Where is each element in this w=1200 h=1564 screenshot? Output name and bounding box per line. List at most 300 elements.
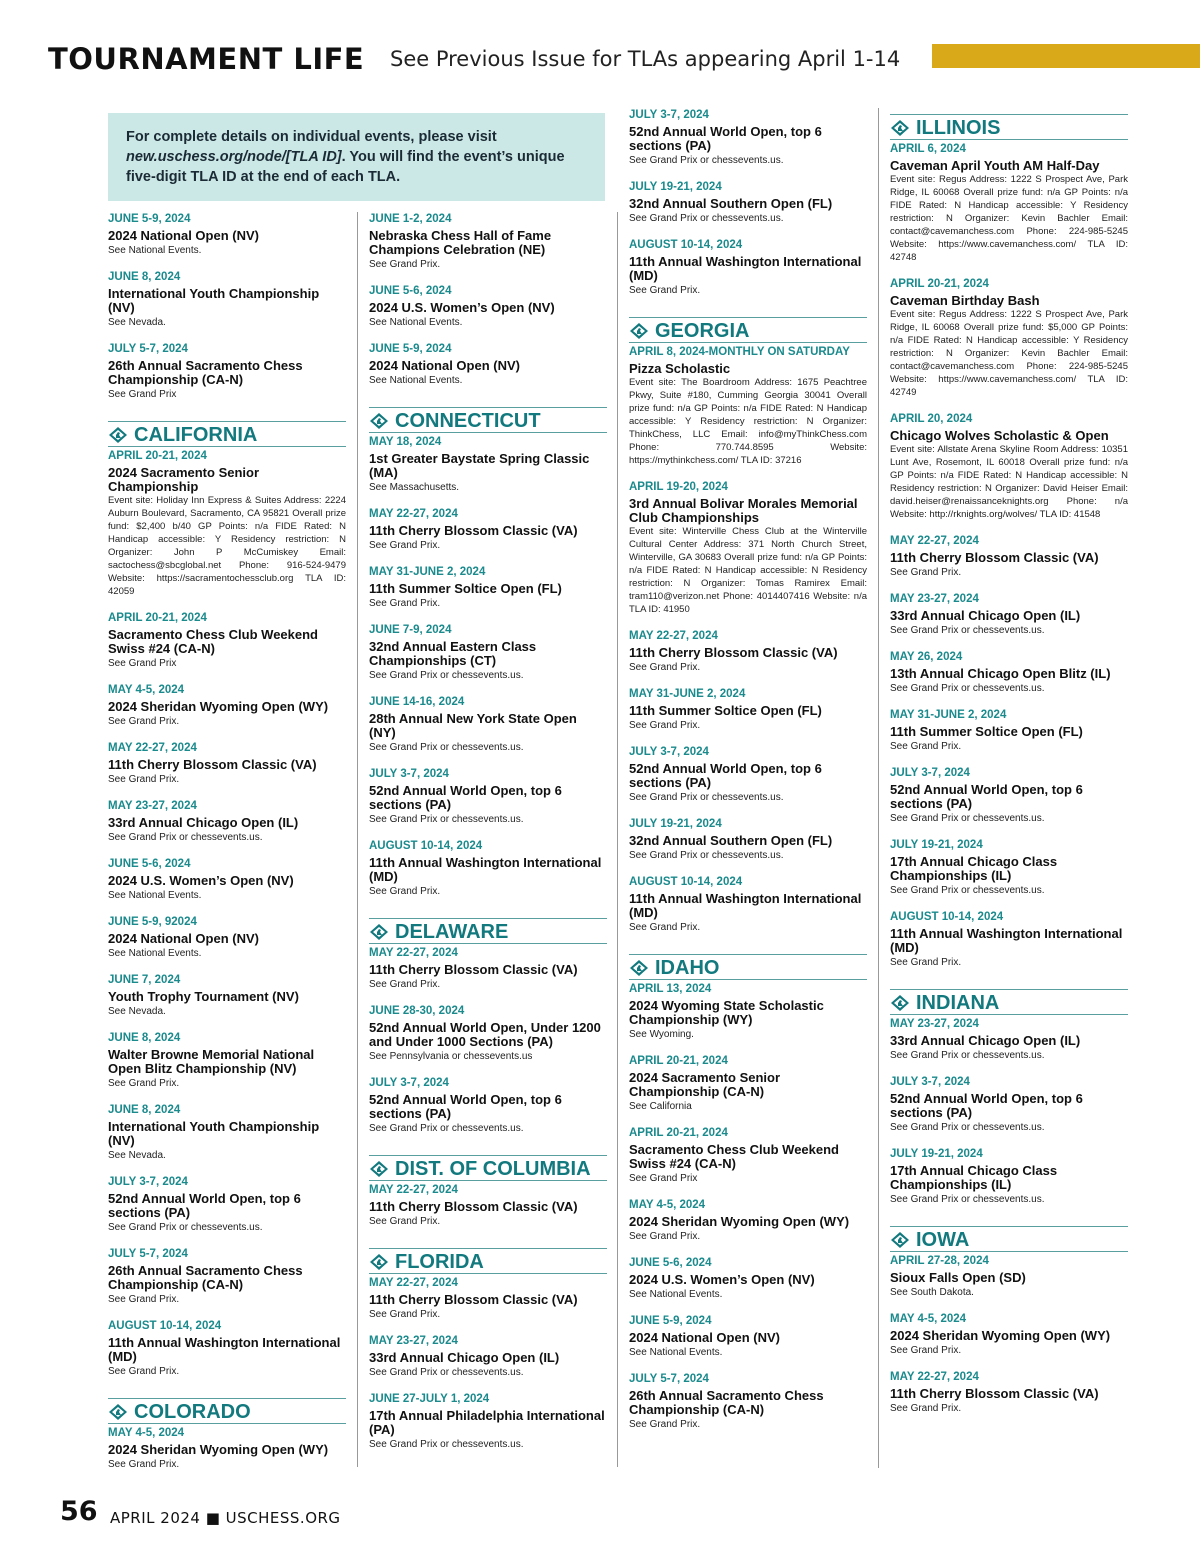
- event-date: AUGUST 10-14, 2024: [369, 840, 483, 852]
- event-title: 2024 U.S. Women’s Open (NV): [369, 300, 555, 315]
- event-listing: [629, 108, 867, 167]
- event-listing: [369, 839, 607, 898]
- event-date: MAY 23-27, 2024: [890, 1018, 979, 1030]
- event-title: 52nd Annual World Open, top 6 sections (PA): [108, 1191, 301, 1220]
- event-listing: [890, 1075, 1128, 1134]
- event-title: 11th Annual Washington International (MD): [108, 1335, 341, 1364]
- state-heading: [108, 1398, 346, 1424]
- event-note: See Grand Prix: [108, 389, 177, 400]
- event-date: APRIL 20, 2024: [890, 413, 973, 425]
- event-date: JULY 5-7, 2024: [108, 343, 188, 355]
- event-listing: [369, 623, 607, 682]
- event-date: JUNE 5-9, 2024: [369, 343, 452, 355]
- event-date: JUNE 1-2, 2024: [369, 213, 452, 225]
- event-title: 2024 Wyoming State Scholastic Championship (WY): [629, 998, 824, 1027]
- event-title: 11th Summer Soltice Open (FL): [890, 724, 1083, 739]
- event-listing: [108, 342, 346, 401]
- event-date: MAY 23-27, 2024: [369, 1335, 458, 1347]
- event-listing: [629, 982, 867, 1041]
- event-date: APRIL 6, 2024: [890, 143, 966, 155]
- event-title: Sacramento Chess Club Weekend Swiss #24 (CA-N): [108, 627, 318, 656]
- event-note: See National Events.: [629, 1289, 723, 1300]
- event-date: MAY 4-5, 2024: [108, 1427, 185, 1439]
- event-listing: [890, 1017, 1128, 1062]
- event-note: See Grand Prix.: [629, 662, 701, 673]
- state-name: DELAWARE: [395, 920, 509, 943]
- event-note: See Grand Prix or chessevents.us.: [890, 1194, 1045, 1205]
- event-title: 26th Annual Sacramento Chess Championship (CA-N): [108, 358, 303, 387]
- event-listing: [890, 592, 1128, 637]
- event-date: JUNE 8, 2024: [108, 1032, 181, 1044]
- event-title: 2024 Sheridan Wyoming Open (WY): [629, 1214, 850, 1229]
- event-listing: [369, 767, 607, 826]
- event-details: Event site: Holiday Inn Express & Suites Address: 2224 Auburn Boulevard, Sacramento, CA 95821 Overall prize fund: $2,400 b/40 GP Points: n/a FIDE Rated: N Handicap accessible: Y Residency restriction: N Organizer: John P McCumiskey Email: sactochess@sbcglobal.net Phone: 916-524-9479 Website: https://sacramentochessclub.org TLA ID: 42059: [108, 495, 346, 597]
- event-date: APRIL 27-28, 2024: [890, 1255, 989, 1267]
- event-listing: [108, 799, 346, 844]
- event-title: 52nd Annual World Open, top 6 sections (PA): [890, 782, 1083, 811]
- event-date: MAY 23-27, 2024: [890, 593, 979, 605]
- event-date: MAY 26, 2024: [890, 651, 963, 663]
- notice-line1: For complete details on individual events, please visit: [126, 129, 497, 145]
- event-title: 11th Cherry Blossom Classic (VA): [629, 645, 838, 660]
- event-note: See Grand Prix.: [369, 886, 441, 897]
- event-details: Event site: Regus Address: 1222 S Prospect Ave, Park Ridge, IL 60068 Overall prize fund: $5,000 GP Points: n/a FIDE Rated: N Handicap accessible: Y Residency restriction: N Organizer: Kevin Bachler Email: contact@cavemanchess.com Phone: 224-985-5245 Website: https://www.cavemanchess.com/ TLA ID: 42749: [890, 309, 1128, 398]
- footer-issue: APRIL 2024 ■ USCHESS.ORG: [110, 1509, 341, 1527]
- event-date: JULY 5-7, 2024: [108, 1248, 188, 1260]
- event-title: 11th Annual Washington International (MD): [369, 855, 602, 884]
- chess-knight-icon: [369, 412, 389, 430]
- event-date: APRIL 19-20, 2024: [629, 481, 728, 493]
- event-note: See California: [629, 1101, 692, 1112]
- event-title: 11th Annual Washington International (MD): [629, 891, 862, 920]
- event-date: APRIL 20-21, 2024: [629, 1127, 728, 1139]
- state-name: DIST. OF COLUMBIA: [395, 1157, 591, 1180]
- state-heading: [629, 317, 867, 343]
- event-title: 17th Annual Philadelphia International (PA): [369, 1408, 605, 1437]
- event-date: JUNE 8, 2024: [108, 271, 181, 283]
- column-1: [108, 212, 346, 1484]
- event-listing: [108, 1319, 346, 1378]
- event-title: 26th Annual Sacramento Chess Championship (CA-N): [108, 1263, 303, 1292]
- event-note: See Grand Prix or chessevents.us.: [369, 742, 524, 753]
- event-note: See National Events.: [108, 948, 202, 959]
- event-details: Event site: Allstate Arena Skyline Room Address: 10351 Lunt Ave, Rosemont, IL 60018 Overall prize fund: n/a GP Points: n/a FIDE Rated: N Handicap accessible: N Residency restriction: N Organizer: David Heiser Email: david.heiser@renaissanceknights.org Phone: n/a Website: http://rknights.org/wolves/ TLA ID: 41548: [890, 444, 1128, 520]
- event-title: 17th Annual Chicago Class Championships (IL): [890, 854, 1058, 883]
- notice-url[interactable]: new.uschess.org/node/[TLA ID]: [126, 149, 342, 165]
- state-name: ILLINOIS: [916, 116, 1001, 139]
- event-date: JULY 3-7, 2024: [369, 1077, 449, 1089]
- event-title: 52nd Annual World Open, top 6 sections (PA): [629, 761, 822, 790]
- event-listing: [369, 1276, 607, 1321]
- event-note: See Grand Prix.: [108, 1366, 180, 1377]
- state-name: CALIFORNIA: [134, 423, 258, 446]
- event-title: 11th Cherry Blossom Classic (VA): [108, 757, 317, 772]
- chess-knight-icon: [108, 426, 128, 444]
- event-title: 11th Annual Washington International (MD): [890, 926, 1123, 955]
- state-name: GEORGIA: [655, 319, 750, 342]
- event-date: MAY 22-27, 2024: [369, 508, 458, 520]
- state-heading: [108, 421, 346, 447]
- state-heading: [369, 918, 607, 944]
- event-note: See Nevada.: [108, 1150, 166, 1161]
- event-date: JUNE 7, 2024: [108, 974, 181, 986]
- event-title: 33rd Annual Chicago Open (IL): [108, 815, 299, 830]
- event-date: JUNE 7-9, 2024: [369, 624, 452, 636]
- event-date: APRIL 20-21, 2024: [629, 1055, 728, 1067]
- event-listing: [890, 650, 1128, 695]
- event-title: Pizza Scholastic: [629, 361, 731, 376]
- event-listing: [629, 1054, 867, 1113]
- event-title: 28th Annual New York State Open (NY): [369, 711, 577, 740]
- event-title: 2024 National Open (NV): [629, 1330, 780, 1345]
- event-listing: [890, 910, 1128, 969]
- event-listing: [369, 212, 607, 271]
- event-listing: [890, 838, 1128, 897]
- event-date: JULY 3-7, 2024: [629, 109, 709, 121]
- event-note: See Grand Prix.: [369, 540, 441, 551]
- event-listing: [108, 1175, 346, 1234]
- column-3: [629, 108, 867, 1444]
- event-date: JUNE 5-9, 2024: [629, 1315, 712, 1327]
- event-note: See Grand Prix or chessevents.us.: [629, 155, 784, 166]
- event-note: See Grand Prix or chessevents.us.: [629, 850, 784, 861]
- event-title: 13th Annual Chicago Open Blitz (IL): [890, 666, 1111, 681]
- event-date: APRIL 8, 2024-MONTHLY ON SATURDAY: [629, 346, 850, 358]
- event-date: MAY 31-JUNE 2, 2024: [890, 709, 1007, 721]
- event-note: See Grand Prix or chessevents.us.: [890, 1122, 1045, 1133]
- event-date: MAY 18, 2024: [369, 436, 442, 448]
- event-listing: [108, 857, 346, 902]
- event-note: See Grand Prix: [108, 658, 177, 669]
- event-listing: [629, 875, 867, 934]
- event-note: See Grand Prix.: [108, 774, 180, 785]
- state-name: INDIANA: [916, 991, 1000, 1014]
- event-title: 2024 National Open (NV): [369, 358, 520, 373]
- column-divider: [357, 212, 358, 1467]
- event-title: 11th Summer Soltice Open (FL): [369, 581, 562, 596]
- event-listing: [629, 629, 867, 674]
- event-note: See Grand Prix.: [629, 285, 701, 296]
- state-name: COLORADO: [134, 1400, 251, 1423]
- notice-line2: . You will find the event’s unique five-digit TLA ID at the end of each TLA.: [126, 149, 565, 185]
- section-title: TOURNAMENT LIFE: [48, 42, 365, 76]
- event-title: 52nd Annual World Open, top 6 sections (PA): [629, 124, 822, 153]
- state-name: FLORIDA: [395, 1250, 484, 1273]
- event-title: 33rd Annual Chicago Open (IL): [890, 608, 1081, 623]
- event-date: AUGUST 10-14, 2024: [629, 239, 743, 251]
- event-title: Walter Browne Memorial National Open Blitz Championship (NV): [108, 1047, 315, 1076]
- event-date: AUGUST 10-14, 2024: [108, 1320, 222, 1332]
- event-title: Caveman Birthday Bash: [890, 293, 1040, 308]
- event-title: 2024 U.S. Women’s Open (NV): [108, 873, 294, 888]
- event-title: 11th Cherry Blossom Classic (VA): [890, 1386, 1099, 1401]
- event-note: See Grand Prix or chessevents.us.: [369, 1439, 524, 1450]
- event-title: 11th Cherry Blossom Classic (VA): [369, 1292, 578, 1307]
- event-details: Event site: Regus Address: 1222 S Prospect Ave, Park Ridge, IL 60068 Overall prize fund: n/a GP Points: n/a FIDE Rated: N Handicap accessible: Y Residency restriction: N Organizer: Kevin Bachler Email: contact@cavemanchess.com Phone: 224-985-5245 Website: https://www.cavemanchess.com/ TLA ID: 42748: [890, 174, 1128, 263]
- state-heading: [369, 1155, 607, 1181]
- event-listing: [890, 1312, 1128, 1357]
- event-title: 2024 U.S. Women’s Open (NV): [629, 1272, 815, 1287]
- event-date: MAY 31-JUNE 2, 2024: [629, 688, 746, 700]
- state-heading: [369, 407, 607, 433]
- event-listing: [108, 973, 346, 1018]
- event-note: See Grand Prix.: [369, 1216, 441, 1227]
- event-listing: [890, 277, 1128, 399]
- event-title: Sacramento Chess Club Weekend Swiss #24 (CA-N): [629, 1142, 839, 1171]
- event-title: 3rd Annual Bolivar Morales Memorial Club Championships: [629, 496, 858, 525]
- event-note: See Grand Prix or chessevents.us.: [890, 813, 1045, 824]
- event-date: MAY 22-27, 2024: [108, 742, 197, 754]
- event-note: See Grand Prix.: [629, 1231, 701, 1242]
- chess-knight-icon: [108, 1403, 128, 1421]
- event-title: 33rd Annual Chicago Open (IL): [369, 1350, 560, 1365]
- event-date: MAY 4-5, 2024: [108, 684, 185, 696]
- state-name: IDAHO: [655, 956, 720, 979]
- event-date: MAY 22-27, 2024: [629, 630, 718, 642]
- event-note: See Massachusetts.: [369, 482, 460, 493]
- state-name: CONNECTICUT: [395, 409, 541, 432]
- event-date: JUNE 8, 2024: [108, 1104, 181, 1116]
- event-details: Event site: Winterville Chess Club at the Winterville Cultural Center Address: 371 North Church Street, Winterville, GA 30683 Overall prize fund: n/a GP Points: n/a FIDE Rated: N Handicap accessible: N Residency restriction: N Organizer: Tomas Ramirex Email: tram110@verizon.net Phone: 4014407416 Website: n/a TLA ID: 41950: [629, 526, 867, 615]
- event-date: JUNE 5-6, 2024: [629, 1257, 712, 1269]
- event-listing: [369, 1392, 607, 1451]
- event-note: See National Events.: [108, 245, 202, 256]
- chess-knight-icon: [629, 959, 649, 977]
- event-note: See National Events.: [629, 1347, 723, 1358]
- event-note: See Grand Prix or chessevents.us.: [890, 885, 1045, 896]
- event-date: AUGUST 10-14, 2024: [629, 876, 743, 888]
- state-name: IOWA: [916, 1228, 970, 1251]
- event-date: JULY 3-7, 2024: [890, 1076, 970, 1088]
- event-details: Event site: The Boardroom Address: 1675 Peachtree Pkwy, Suite #180, Cumming Georgia 30041 Overall prize fund: n/a GP Points: n/a FIDE Rated: N Handicap accessible: Y Residency restriction: N Organizer: ThinkChess, LLC Email: info@myThinkChess.com Phone: 770.744.8595 Website: https://mythinkchess.com/ TLA ID: 37216: [629, 377, 867, 466]
- event-date: JULY 19-21, 2024: [890, 839, 983, 851]
- event-listing: [629, 745, 867, 804]
- event-date: APRIL 20-21, 2024: [890, 278, 989, 290]
- event-date: JUNE 14-16, 2024: [369, 696, 465, 708]
- event-title: 11th Cherry Blossom Classic (VA): [369, 962, 578, 977]
- event-listing: [890, 1254, 1128, 1299]
- event-listing: [890, 412, 1128, 521]
- event-listing: [890, 1370, 1128, 1415]
- event-note: See South Dakota.: [890, 1287, 974, 1298]
- event-date: MAY 4-5, 2024: [629, 1199, 706, 1211]
- event-note: See Grand Prix: [629, 1173, 698, 1184]
- event-note: See Grand Prix.: [890, 957, 962, 968]
- event-date: APRIL 20-21, 2024: [108, 612, 207, 624]
- event-note: See Pennsylvania or chessevents.us: [369, 1051, 533, 1062]
- event-note: See Nevada.: [108, 1006, 166, 1017]
- event-date: JUNE 27-JULY 1, 2024: [369, 1393, 490, 1405]
- event-title: 32nd Annual Eastern Class Championships (CT): [369, 639, 537, 668]
- event-title: 32nd Annual Southern Open (FL): [629, 196, 833, 211]
- event-date: JUNE 28-30, 2024: [369, 1005, 465, 1017]
- event-listing: [890, 708, 1128, 753]
- event-listing: [108, 1103, 346, 1162]
- chess-knight-icon: [890, 119, 910, 137]
- event-date: MAY 22-27, 2024: [890, 1371, 979, 1383]
- chess-knight-icon: [369, 923, 389, 941]
- event-note: See Grand Prix or chessevents.us.: [890, 683, 1045, 694]
- column-4: [890, 108, 1128, 1428]
- event-listing: [629, 1256, 867, 1301]
- column-divider: [617, 212, 618, 1467]
- event-listing: [369, 695, 607, 754]
- event-listing: [629, 180, 867, 225]
- event-note: See National Events.: [369, 317, 463, 328]
- event-listing: [108, 1247, 346, 1306]
- event-note: See National Events.: [369, 375, 463, 386]
- event-note: See Grand Prix.: [629, 1419, 701, 1430]
- event-note: See Grand Prix.: [890, 567, 962, 578]
- event-date: MAY 31-JUNE 2, 2024: [369, 566, 486, 578]
- event-title: 52nd Annual World Open, Under 1200 and Under 1000 Sections (PA): [369, 1020, 601, 1049]
- event-title: 11th Summer Soltice Open (FL): [629, 703, 822, 718]
- gold-accent-bar: [932, 44, 1200, 68]
- event-listing: [629, 687, 867, 732]
- event-date: JUNE 5-6, 2024: [369, 285, 452, 297]
- event-title: International Youth Championship (NV): [108, 286, 320, 315]
- event-note: See Grand Prix.: [108, 716, 180, 727]
- event-listing: [629, 1126, 867, 1185]
- event-title: 32nd Annual Southern Open (FL): [629, 833, 833, 848]
- event-note: See Grand Prix.: [108, 1078, 180, 1089]
- chess-knight-icon: [369, 1253, 389, 1271]
- page-number: 56: [60, 1496, 98, 1527]
- event-listing: [629, 1198, 867, 1243]
- state-heading: [369, 1248, 607, 1274]
- chess-knight-icon: [629, 322, 649, 340]
- event-date: AUGUST 10-14, 2024: [890, 911, 1004, 923]
- event-listing: [369, 565, 607, 610]
- event-date: JUNE 5-9, 92024: [108, 916, 197, 928]
- event-title: 2024 Sheridan Wyoming Open (WY): [108, 699, 329, 714]
- event-note: See Grand Prix.: [108, 1294, 180, 1305]
- event-listing: [890, 766, 1128, 825]
- column-2: [369, 212, 607, 1464]
- notice-box: [108, 113, 605, 221]
- event-title: 11th Cherry Blossom Classic (VA): [369, 523, 578, 538]
- event-title: 33rd Annual Chicago Open (IL): [890, 1033, 1081, 1048]
- event-note: See Grand Prix or chessevents.us.: [629, 792, 784, 803]
- event-listing: [369, 342, 607, 387]
- event-note: See Grand Prix or chessevents.us.: [108, 832, 263, 843]
- section-subtitle: See Previous Issue for TLAs appearing April 1-14: [390, 47, 901, 71]
- state-heading: [890, 989, 1128, 1015]
- event-title: 2024 Sacramento Senior Championship (CA-N): [629, 1070, 781, 1099]
- event-title: 11th Cherry Blossom Classic (VA): [369, 1199, 578, 1214]
- event-title: Sioux Falls Open (SD): [890, 1270, 1026, 1285]
- event-note: See Grand Prix.: [369, 1309, 441, 1320]
- event-note: See Grand Prix.: [890, 741, 962, 752]
- event-title: 1st Greater Baystate Spring Classic (MA): [369, 451, 590, 480]
- event-listing: [369, 1334, 607, 1379]
- event-date: JULY 3-7, 2024: [890, 767, 970, 779]
- event-date: MAY 23-27, 2024: [108, 800, 197, 812]
- event-listing: [629, 480, 867, 616]
- event-note: See Grand Prix or chessevents.us.: [369, 670, 524, 681]
- event-note: See Grand Prix.: [890, 1345, 962, 1356]
- event-note: See Grand Prix.: [629, 922, 701, 933]
- event-date: APRIL 20-21, 2024: [108, 450, 207, 462]
- event-date: JULY 19-21, 2024: [890, 1148, 983, 1160]
- event-note: See Grand Prix or chessevents.us.: [629, 213, 784, 224]
- event-date: MAY 22-27, 2024: [369, 1184, 458, 1196]
- event-listing: [890, 534, 1128, 579]
- event-listing: [629, 1314, 867, 1359]
- event-title: 26th Annual Sacramento Chess Championship (CA-N): [629, 1388, 824, 1417]
- event-title: 2024 Sheridan Wyoming Open (WY): [108, 1442, 329, 1457]
- event-date: JULY 19-21, 2024: [629, 818, 722, 830]
- event-listing: [108, 683, 346, 728]
- event-title: 2024 National Open (NV): [108, 228, 259, 243]
- event-listing: [108, 1426, 346, 1471]
- chess-knight-icon: [890, 1231, 910, 1249]
- event-date: JUNE 5-6, 2024: [108, 858, 191, 870]
- event-listing: [108, 1031, 346, 1090]
- event-date: JULY 5-7, 2024: [629, 1373, 709, 1385]
- event-date: APRIL 13, 2024: [629, 983, 712, 995]
- event-listing: [369, 284, 607, 329]
- state-heading: [890, 1226, 1128, 1252]
- event-note: See Grand Prix.: [369, 259, 441, 270]
- chess-knight-icon: [890, 994, 910, 1012]
- event-date: JUNE 5-9, 2024: [108, 213, 191, 225]
- event-listing: [890, 1147, 1128, 1206]
- event-title: Chicago Wolves Scholastic & Open: [890, 428, 1109, 443]
- event-listing: [369, 507, 607, 552]
- event-note: See Grand Prix or chessevents.us.: [890, 1050, 1045, 1061]
- event-title: 11th Cherry Blossom Classic (VA): [890, 550, 1099, 565]
- event-note: See Grand Prix or chessevents.us.: [369, 1123, 524, 1134]
- event-listing: [108, 449, 346, 598]
- event-listing: [108, 270, 346, 329]
- event-title: 11th Annual Washington International (MD): [629, 254, 862, 283]
- event-listing: [369, 1004, 607, 1063]
- state-heading: [629, 954, 867, 980]
- event-listing: [369, 946, 607, 991]
- event-title: Youth Trophy Tournament (NV): [108, 989, 299, 1004]
- event-date: MAY 22-27, 2024: [369, 1277, 458, 1289]
- event-title: 2024 Sheridan Wyoming Open (WY): [890, 1328, 1111, 1343]
- event-date: JULY 3-7, 2024: [108, 1176, 188, 1188]
- event-listing: [108, 611, 346, 670]
- event-note: See Grand Prix or chessevents.us.: [369, 814, 524, 825]
- event-listing: [629, 345, 867, 467]
- event-listing: [629, 817, 867, 862]
- event-listing: [108, 212, 346, 257]
- event-title: 52nd Annual World Open, top 6 sections (PA): [369, 783, 562, 812]
- event-date: JULY 3-7, 2024: [629, 746, 709, 758]
- event-title: 52nd Annual World Open, top 6 sections (PA): [890, 1091, 1083, 1120]
- event-title: 52nd Annual World Open, top 6 sections (PA): [369, 1092, 562, 1121]
- state-heading: [890, 114, 1128, 140]
- event-listing: [629, 238, 867, 297]
- event-listing: [108, 915, 346, 960]
- event-note: See Grand Prix.: [369, 598, 441, 609]
- event-title: 2024 National Open (NV): [108, 931, 259, 946]
- event-listing: [369, 1076, 607, 1135]
- event-note: See Grand Prix.: [890, 1403, 962, 1414]
- event-date: MAY 22-27, 2024: [890, 535, 979, 547]
- event-listing: [108, 741, 346, 786]
- event-title: Caveman April Youth AM Half-Day: [890, 158, 1100, 173]
- event-date: JULY 19-21, 2024: [629, 181, 722, 193]
- event-title: 2024 Sacramento Senior Championship: [108, 465, 260, 494]
- event-note: See Grand Prix.: [108, 1459, 180, 1470]
- event-date: JULY 3-7, 2024: [369, 768, 449, 780]
- event-note: See Grand Prix.: [369, 979, 441, 990]
- event-listing: [890, 142, 1128, 264]
